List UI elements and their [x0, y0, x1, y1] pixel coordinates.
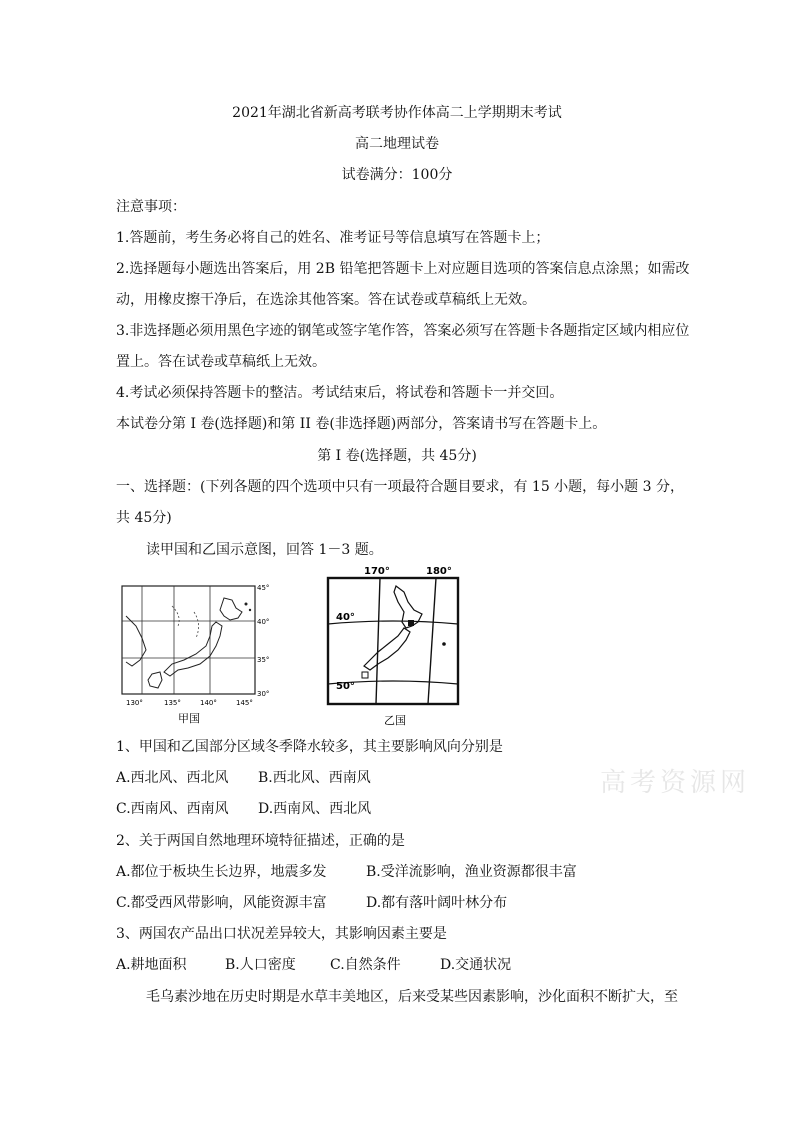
exam-title: 2021年湖北省新高考联考协作体高二上学期期末考试 — [232, 105, 562, 121]
option-c: C.都受西风带影响，风能资源丰富 — [116, 895, 327, 911]
read-prompt: 读甲国和乙国示意图，回答 1－3 题。 — [146, 542, 383, 558]
total-score: 试卷满分：100分 — [341, 167, 453, 183]
subject-title: 高二地理试卷 — [355, 136, 439, 152]
notice-item: 3.非选择题必须用黑色字迹的钢笔或签字笔作答，答案必须写在答题卡各题指定区域内相应位 — [116, 323, 690, 339]
lat-label: 45° — [257, 584, 270, 592]
honshu-outline — [164, 622, 222, 676]
option-d: D.西南风、西北风 — [258, 801, 372, 817]
lat-label: 50° — [336, 681, 355, 692]
korea-coast — [126, 616, 146, 666]
option-b: B.西北风、西南风 — [258, 770, 371, 786]
option-c: C.西南风、西南风 — [116, 801, 229, 817]
hokkaido-outline — [220, 598, 242, 620]
option-b: B.受洋流影响，渔业资源都很丰富 — [366, 864, 577, 880]
lat-label: 30° — [257, 690, 270, 698]
map-jia — [112, 576, 272, 726]
lon-label: 130° — [126, 699, 143, 707]
option-d: D.交通状况 — [440, 957, 512, 973]
notice-heading: 注意事项： — [116, 199, 186, 215]
lon-label: 140° — [200, 699, 217, 707]
lat-label: 40° — [257, 618, 270, 626]
notice-item: 置上。答在试卷或草稿纸上无效。 — [116, 354, 326, 370]
question-stem: 2、关于两国自然地理环境特征描述，正确的是 — [116, 833, 405, 849]
lon-label: 180° — [426, 566, 452, 577]
notice-item: 2.选择题每小题选出答案后，用 2B 铅笔把答题卡上对应题目选项的答案信息点涂黑；如需改 — [116, 261, 690, 277]
kyushu-outline — [148, 672, 162, 688]
option-a: A.都位于板块生长边界，地震多发 — [116, 864, 327, 880]
watermark: 高考资源网 — [600, 768, 751, 798]
option-d: D.都有落叶阔叶林分布 — [366, 895, 508, 911]
option-c: C.自然条件 — [330, 957, 401, 973]
south-island-outline — [364, 628, 410, 670]
option-a: A.耕地面积 — [116, 957, 187, 973]
question-stem: 1、甲国和乙国部分区域冬季降水较多，其主要影响风向分别是 — [116, 739, 503, 755]
section-instruction-cont: 共 45分) — [116, 510, 172, 526]
notice-item: 1.答题前，考生务必将自己的姓名、准考证号等信息填写在答题卡上； — [116, 230, 550, 246]
option-a: A.西北风、西北风 — [116, 770, 229, 786]
map-caption: 乙国 — [384, 714, 406, 727]
lon-label: 145° — [236, 699, 253, 707]
map-yi — [318, 562, 468, 732]
reading-paragraph: 毛乌素沙地在历史时期是水草丰美地区，后来受某些因素影响，沙化面积不断扩大，至 — [146, 989, 678, 1005]
marked-area — [408, 620, 414, 626]
lat-label: 40° — [336, 612, 355, 623]
lon-label: 135° — [164, 699, 181, 707]
notice-item: 动，用橡皮擦干净后，在选涂其他答案。答在试卷或草稿纸上无效。 — [116, 292, 536, 308]
option-b: B.人口密度 — [225, 957, 296, 973]
paper-structure-note: 本试卷分第 I 卷(选择题)和第 II 卷(非选择题)两部分，答案请书写在答题卡上。 — [116, 416, 607, 432]
section-instruction: 一、选择题：(下列各题的四个选项中只有一项最符合题目要求，有 15 小题，每小题 3 分， — [116, 479, 684, 495]
map-caption: 甲国 — [178, 712, 200, 725]
lon-label: 170° — [364, 566, 390, 577]
lat-label: 35° — [257, 656, 270, 664]
part1-heading: 第 I 卷(选择题，共 45分) — [317, 448, 477, 464]
question-stem: 3、两国农产品出口状况差异较大，其影响因素主要是 — [116, 926, 447, 942]
notice-item: 4.考试必须保持答题卡的整洁。考试结束后，将试卷和答题卡一并交回。 — [116, 385, 564, 401]
